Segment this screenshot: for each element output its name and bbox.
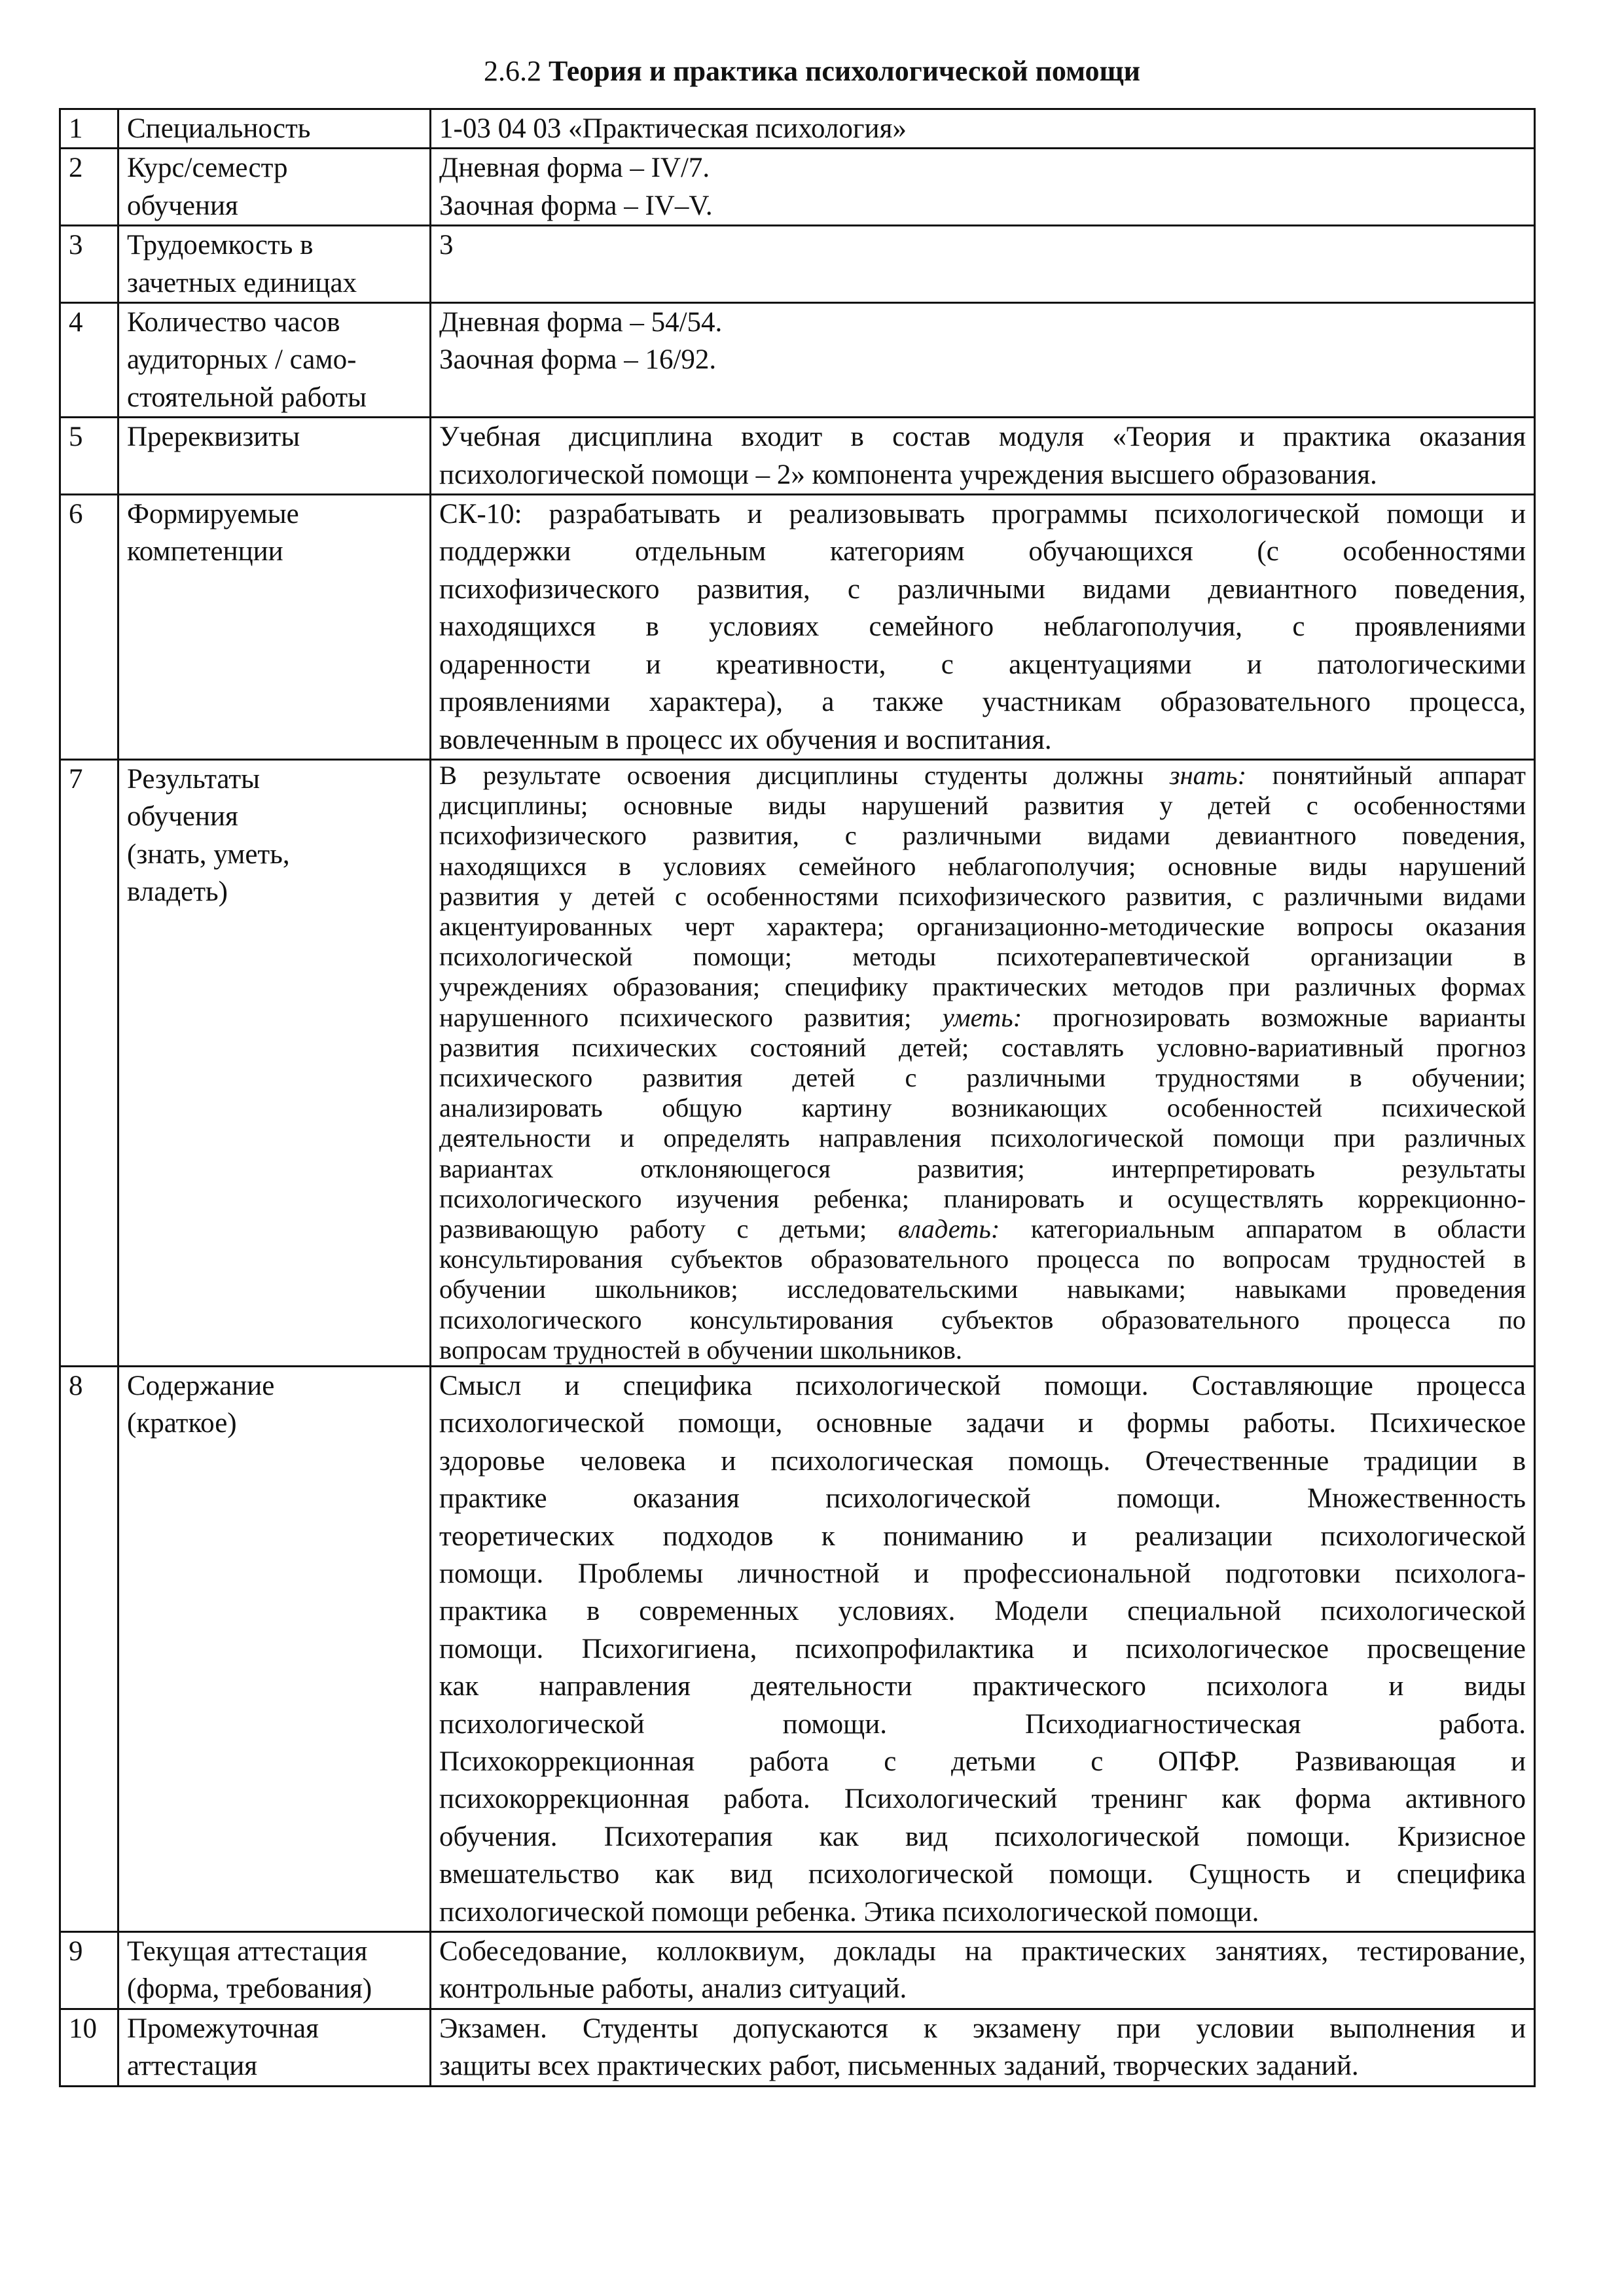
line-text: учреждениях образования; специфику практических методов при различных формах [439,972,1526,1002]
row-content-line [439,791,1526,821]
line-text: нарушенного психического развития; [439,1002,943,1032]
row-label-line: Результаты [127,763,261,795]
row-label-line: (краткое) [127,1408,237,1439]
row-content-line: вовлеченным в процесс их обучения и воспитания. [439,724,1052,755]
row-label [118,495,431,760]
row-label-line: Содержание [127,1370,275,1401]
row-label-line: владеть) [127,876,228,908]
line-text: психологической помощи; методы психотерапевтической организации в [439,942,1526,972]
row-content-line: Заочная форма – 16/92. [439,344,717,376]
table-row [60,495,1535,760]
row-content [431,1932,1535,2009]
row-content-line: вмешательство как вид психологической помощи. Сущность и специфика [439,1859,1526,1890]
line-text: психологического изучения ребенка; планировать и осуществлять коррекционно- [439,1183,1526,1213]
row-label [118,759,431,1366]
table-row [60,226,1535,303]
line-text: развивающую работу с детьми; [439,1213,898,1244]
row-content-line: поддержки отдельным категориям обучающихся (с особенностями [439,536,1526,567]
row-label [118,2009,431,2086]
row-content-line: Собеседование, коллоквиум, доклады на практических занятиях, тестирование, [439,1936,1526,1967]
row-label-line: Промежуточная [127,2013,319,2044]
row-content-line [439,942,1526,972]
table-row [60,759,1535,1366]
row-label [118,149,431,226]
row-content-line [439,1063,1526,1093]
line-text: находящихся в условиях семейного неблагополучия; основные виды нарушений [439,851,1526,881]
document-title [0,54,1624,89]
row-content-line [439,1214,1526,1244]
row-content-line: защиты всех практических работ, письменных заданий, творческих заданий. [439,2051,1359,2082]
row-content-line [439,1154,1526,1184]
row-content-line: помощи. Проблемы личностной и профессиональной подготовки психолога- [439,1558,1526,1589]
row-number: 6 [60,495,118,760]
row-content [431,303,1535,418]
row-label-line: Пререквизиты [127,422,300,453]
row-label-line: (форма, требования) [127,1973,372,2005]
row-label [118,418,431,495]
row-label [118,303,431,418]
line-text: обучении школьников; исследовательскими навыками; навыками проведения [439,1274,1526,1304]
row-content [431,1366,1535,1931]
line-text: вопросам трудностей в обучении школьников. [439,1335,963,1365]
line-text: развития психических состояний детей; составлять условно-вариативный прогноз [439,1032,1526,1062]
row-content-line: Заочная форма – IV–V. [439,190,713,221]
row-number: 5 [60,418,118,495]
row-label-line: (знать, уметь, [127,838,290,870]
row-label-line: Специальность [127,113,311,144]
row-content-line: находящихся в условиях семейного неблагополучия, с проявлениями [439,611,1526,643]
row-content-line: 1-03 04 03 «Практическая психология» [439,113,907,144]
row-content-line: здоровье человека и психологическая помощь. Отечественные традиции в [439,1445,1526,1477]
row-content-line [439,1335,1526,1365]
row-content-line: практика в современных условиях. Модели специальной психологической [439,1596,1526,1627]
row-content [431,418,1535,495]
line-text: В результате освоения дисциплины студенты должны [439,760,1170,790]
row-label-line: Формируемые [127,499,299,530]
row-content-line: как направления деятельности практического психолога и виды [439,1671,1526,1702]
row-content-line: контрольные работы, анализ ситуаций. [439,1973,907,2005]
row-content-line [439,1093,1526,1123]
row-content-line: психокоррекционная работа. Психологический тренинг как форма активного [439,1784,1526,1815]
row-label-line: Количество часов [127,307,340,338]
row-content-line: проявлениями характера), а также участникам образовательного процесса, [439,687,1526,718]
line-text-rest: понятийный аппарат [1246,760,1526,790]
row-label-line: стоятельной работы [127,382,367,413]
row-label-line: аттестация [127,2051,258,2082]
line-text: акцентуированных черт характера; организационно-методические вопросы оказания [439,911,1526,941]
row-label-line: компетенции [127,536,283,567]
discipline-spec-table [59,108,1536,2087]
row-content-line: помощи. Психогигиена, психопрофилактика и психологическое просвещение [439,1633,1526,1664]
row-content-line: психологической помощи ребенка. Этика психологической помощи. [439,1896,1259,1928]
table-row [60,1932,1535,2009]
line-text: дисциплины; основные виды нарушений развития у детей с особенностями [439,791,1526,821]
row-number: 1 [60,109,118,149]
row-content-line: Экзамен. Студенты допускаются к экзамену при условии выполнения и [439,2013,1526,2044]
row-content-line [439,972,1526,1002]
row-content-line [439,1033,1526,1063]
row-label-line: Курс/семестр [127,152,288,184]
row-content [431,495,1535,760]
line-text: консультирования субъектов образовательного процесса по вопросам трудностей в [439,1244,1526,1274]
row-content-line [439,1184,1526,1214]
row-label-line: обучения [127,190,238,221]
table-row [60,109,1535,149]
row-content-line: практике оказания психологической помощи. Множественность [439,1483,1526,1515]
row-content-line: психофизического развития, с различными видами девиантного поведения, [439,573,1526,605]
row-content-line [439,882,1526,912]
row-content [431,759,1535,1366]
row-content-line: теоретических подходов к пониманию и реализации психологической [439,1520,1526,1552]
row-label-line: Текущая аттестация [127,1936,368,1967]
title-text: Теория и практика психологической помощи [549,55,1140,87]
row-content-line [439,1244,1526,1274]
row-content-line: психологической помощи, основные задачи и формы работы. Психическое [439,1408,1526,1439]
row-content-line: 3 [439,230,454,261]
row-content-line [439,912,1526,942]
row-number: 4 [60,303,118,418]
row-number: 9 [60,1932,118,2009]
row-content-line: обучения. Психотерапия как вид психологической помощи. Кризисное [439,1821,1526,1852]
row-label-line: аудиторных / само- [127,344,357,376]
line-text-rest: категориальным аппаратом в области [1000,1213,1526,1244]
row-content-line [439,1123,1526,1153]
row-number: 10 [60,2009,118,2086]
row-content-line: психологической помощи – 2» компонента учреждения высшего образования. [439,459,1377,490]
row-content-line [439,1003,1526,1033]
table-row [60,149,1535,226]
row-content [431,2009,1535,2086]
row-content-line: Психокоррекционная работа с детьми с ОПФР. Развивающая и [439,1746,1526,1778]
row-content [431,226,1535,303]
row-content-line: Учебная дисциплина входит в состав модуля «Теория и практика оказания [439,422,1526,453]
row-label-line: зачетных единицах [127,267,357,298]
table-row [60,418,1535,495]
row-content [431,149,1535,226]
line-italic-term: владеть: [897,1213,1000,1244]
line-italic-term: знать: [1169,760,1247,790]
row-label [118,1932,431,2009]
row-label-line: Трудоемкость в [127,230,314,261]
row-number: 8 [60,1366,118,1931]
line-text: вариантах отклоняющегося развития; интерпретировать результаты [439,1153,1526,1183]
table-row [60,303,1535,418]
table-row [60,1366,1535,1931]
line-text: психофизического развития, с различными видами девиантного поведения, [439,821,1526,851]
row-content-line [439,821,1526,851]
row-content [431,109,1535,149]
title-number: 2.6.2 [484,55,542,87]
line-text-rest: прогнозировать возможные варианты [1022,1002,1526,1032]
row-label [118,109,431,149]
row-content-line [439,1274,1526,1304]
row-content-line [439,852,1526,882]
row-number: 3 [60,226,118,303]
line-text: деятельности и определять направления психологической помощи при различных [439,1123,1526,1153]
row-content-line: Смысл и специфика психологической помощи. Составляющие процесса [439,1370,1526,1401]
line-text: развития у детей с особенностями психофизического развития, с различными видами [439,881,1526,911]
row-content-line [439,761,1526,791]
row-content-line: Дневная форма – 54/54. [439,307,723,338]
row-number: 2 [60,149,118,226]
line-text: психологического консультирования субъектов образовательного процесса по [439,1304,1526,1335]
row-content-line: СК-10: разрабатывать и реализовывать программы психологической помощи и [439,499,1526,530]
row-label-line: обучения [127,801,238,833]
line-text: психического развития детей с различными трудностями в обучении; [439,1062,1526,1092]
line-text: анализировать общую картину возникающих особенностей психической [439,1093,1526,1123]
row-content-line: психологической помощи. Психодиагностическая работа. [439,1708,1526,1740]
row-content-line: Дневная форма – IV/7. [439,152,710,184]
row-label [118,226,431,303]
row-content-line [439,1305,1526,1335]
row-content-line: одаренности и креативности, с акцентуациями и патологическими [439,649,1526,680]
row-label [118,1366,431,1931]
line-italic-term: уметь: [942,1002,1022,1032]
row-number: 7 [60,759,118,1366]
table-row [60,2009,1535,2086]
